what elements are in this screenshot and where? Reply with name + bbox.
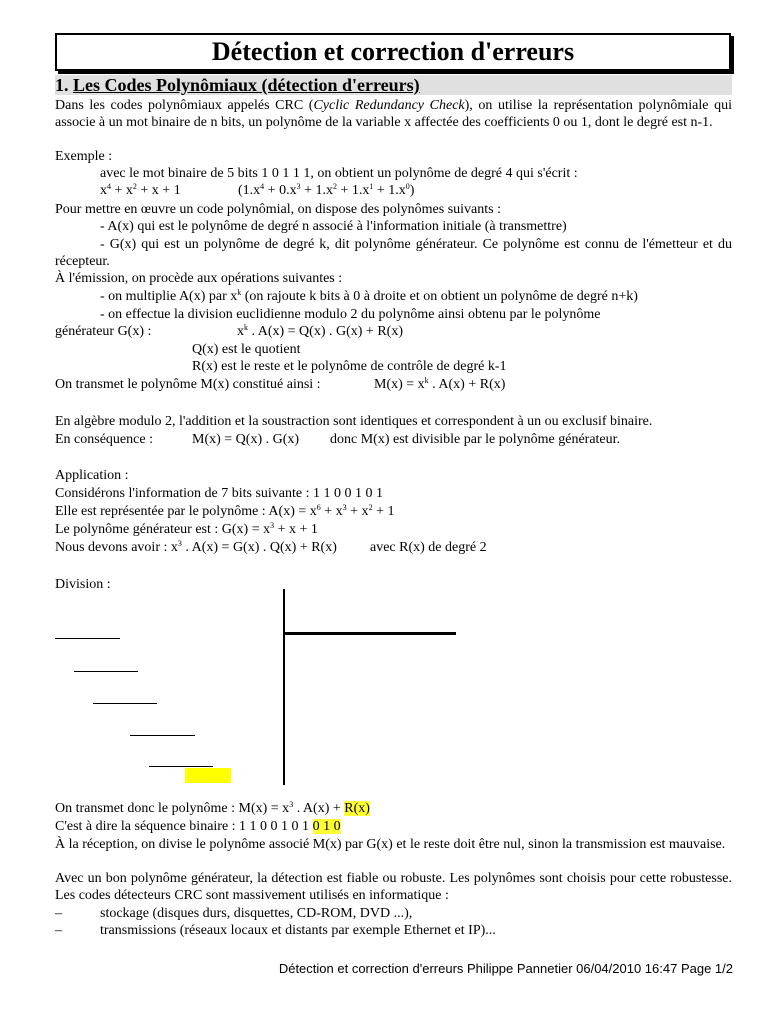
section-title: Les Codes Polynômiaux (détection d'erreurs) <box>73 75 420 95</box>
bullet-dash: – <box>55 906 62 921</box>
transmit-equation: $M(x) = x^k$ . A(x) + R(x) <box>374 376 506 392</box>
op-divide-cont: générateur G(x) : <box>55 324 152 339</box>
app-representation: Elle est représentée par le polynôme : $A(x) = x^6 + x^3 + x^2 + 1$ <box>55 503 395 519</box>
division-equation: $x^k$ . A(x) = Q(x) . G(x) + R(x) <box>237 323 403 339</box>
emission-intro: À l'émission, on procède aux opérations suivantes : <box>55 271 343 286</box>
app-generator: Le polynôme générateur est : $G(x) = x^3 + x + 1$ <box>55 521 318 537</box>
transmit-label: On transmet le polynôme M(x) constitué ainsi : <box>55 377 321 392</box>
quotient-line: Q(x) est le quotient <box>192 342 301 357</box>
exemple-label: Exemple : <box>55 149 113 164</box>
robustness-paragraph: Avec un bon polynôme générateur, la détection est fiable ou robuste. Les polynômes sont choisis pour cette robustesse. Les codes détecteurs CRC sont massivement utilisés en informatique : <box>55 871 732 903</box>
section-number: 1. <box>55 75 69 95</box>
app-must: Nous devons avoir : $x^3$ . A(x) = G(x) . Q(x) + R(x) <box>55 539 337 555</box>
intro-paragraph: Dans les codes polynômiaux appelés CRC (Cyclic Redundancy Check), on utilise la représentation polynômiale qui associe à un mot binaire de n bits, un polynôme de la variable x affectée des coefficients 0 ou 1, dont le degré est n-1. <box>55 98 732 130</box>
transmit-final: On transmet donc le polynôme : $M(x) = x^3$ . A(x) + R(x) <box>55 800 370 816</box>
app-info: Considérons l'information de 7 bits suivante : 1 1 0 0 1 0 1 <box>55 486 383 501</box>
consequence-tail: donc M(x) est divisible par le polynôme générateur. <box>330 432 621 447</box>
remainder-highlight <box>185 768 231 783</box>
exemple-line: avec le mot binaire de 5 bits 1 0 1 1 1, on obtient un polynôme de degré 4 qui s'écrit : <box>100 166 578 181</box>
division-step-line <box>149 766 213 767</box>
division-vertical-bar <box>283 589 285 785</box>
crc-bits: 0 1 0 <box>312 819 341 834</box>
remainder-line: R(x) est le reste et le polynôme de contrôle de degré k-1 <box>192 359 507 374</box>
application-label: Application : <box>55 468 129 483</box>
division-step-line <box>93 703 157 704</box>
algebra-line: En algèbre modulo 2, l'addition et la soustraction sont identiques et correspondent à un ou exclusif binaire. <box>55 414 653 429</box>
example-polynomial: $x^4 + x^2 + x + 1$ <box>100 182 181 198</box>
poly-a-line: - A(x) qui est le polynôme de degré n associé à l'information initiale (à transmettre) <box>100 219 567 234</box>
division-step-line <box>130 735 195 736</box>
example-polynomial-expanded: $(1.x^4 + 0.x^3 + 1.x^2 + 1.x^1 + 1.x^0)$ <box>238 182 415 198</box>
consequence-label: En conséquence : <box>55 432 153 447</box>
bullet-storage: stockage (disques durs, disquettes, CD-ROM, DVD ...), <box>100 906 413 921</box>
poly-g-line: - G(x) qui est un polynôme de degré k, dit polynôme générateur. Ce polynôme est connu de l'émetteur et du récepteur. <box>55 237 732 269</box>
consequence-equation: M(x) = Q(x) . G(x) <box>192 432 300 447</box>
division-horizontal-bar <box>283 632 456 635</box>
op-multiply: - on multiplie A(x) par $x^k$ (on rajoute k bits à 0 à droite et on obtient un polynôme de degré n+k) <box>100 288 638 304</box>
binary-sequence: C'est à dire la séquence binaire : 1 1 0 0 1 0 1 0 1 0 <box>55 819 341 834</box>
app-must-degree: avec R(x) de degré 2 <box>370 540 487 555</box>
crc-expansion: Cyclic Redundancy Check <box>313 98 465 113</box>
bullet-transmissions: transmissions (réseaux locaux et distants par exemple Ethernet et IP)... <box>100 923 496 938</box>
remainder-term: R(x) <box>344 801 370 816</box>
reception-paragraph: À la réception, on divise le polynôme associé M(x) par G(x) et le reste doit être nul, sinon la transmission est mauvaise. <box>55 837 726 852</box>
bullet-dash: – <box>55 923 62 938</box>
division-label: Division : <box>55 577 111 592</box>
poly-intro: Pour mettre en œuvre un code polynômial, on dispose des polynômes suivants : <box>55 202 501 217</box>
page-footer: Détection et correction d'erreurs Philippe Pannetier 06/04/2010 16:47 Page 1/2 <box>278 961 733 976</box>
division-step-line <box>74 671 138 672</box>
section-heading <box>55 75 732 95</box>
division-step-line <box>55 638 120 639</box>
op-divide: - on effectue la division euclidienne modulo 2 du polynôme ainsi obtenu par le polynôme <box>100 307 601 322</box>
document-title: Détection et correction d'erreurs <box>55 33 731 71</box>
